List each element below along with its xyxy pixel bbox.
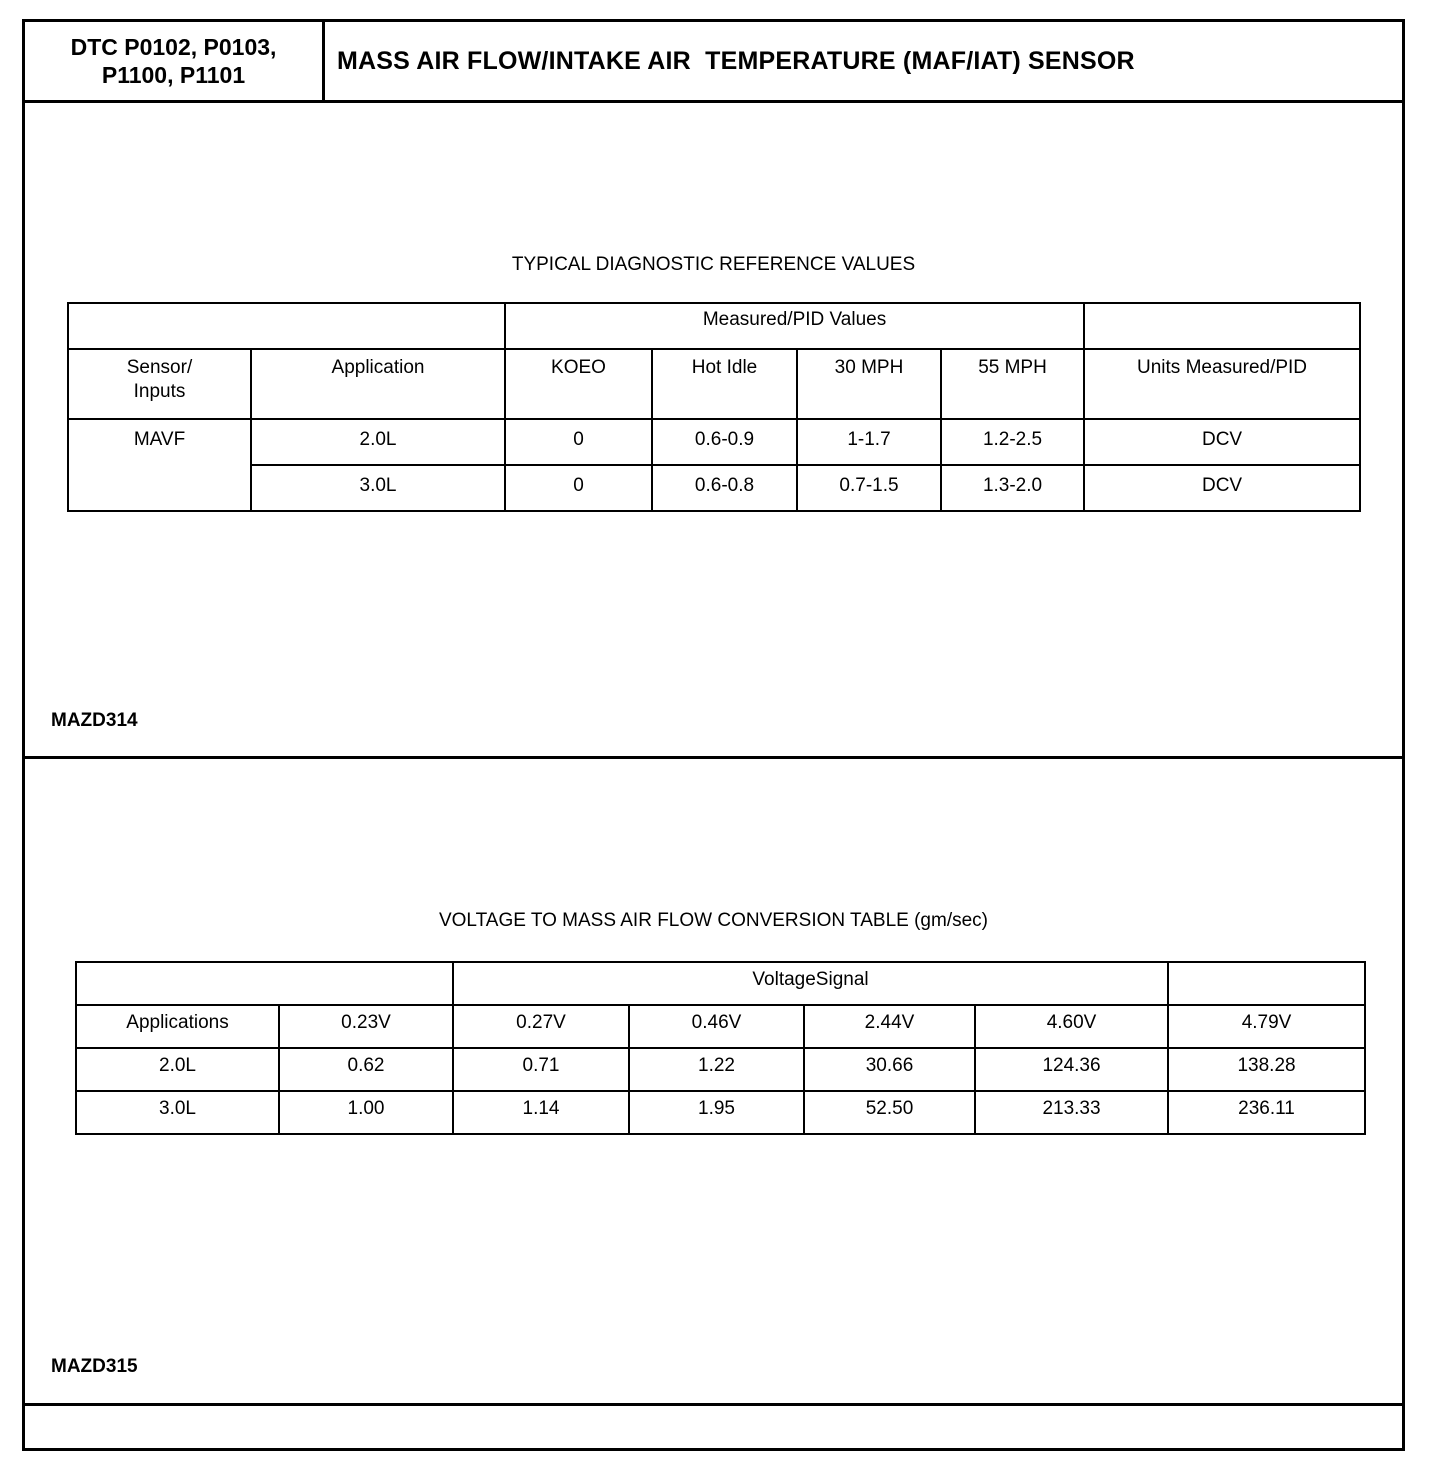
hot-idle-cell: 0.6-0.8 bbox=[652, 465, 797, 511]
koeo-cell: 0 bbox=[505, 419, 652, 465]
header-blank-cell bbox=[1168, 962, 1365, 1005]
value-cell: 1.14 bbox=[453, 1091, 629, 1134]
column-header-sensor: Sensor/ Inputs bbox=[68, 349, 251, 419]
30mph-cell: 0.7-1.5 bbox=[797, 465, 941, 511]
figure-id-mazd314: MAZD314 bbox=[51, 710, 138, 731]
value-cell: 1.00 bbox=[279, 1091, 453, 1134]
value-cell: 0.71 bbox=[453, 1048, 629, 1091]
header-blank-cell bbox=[76, 962, 453, 1005]
value-cell: 52.50 bbox=[804, 1091, 975, 1134]
table-header-row bbox=[68, 303, 1360, 349]
measured-values-group-header: Measured/PID Values bbox=[505, 303, 1084, 349]
reference-table-title: TYPICAL DIAGNOSTIC REFERENCE VALUES bbox=[511, 254, 916, 275]
column-header-voltage: 0.23V bbox=[279, 1005, 453, 1048]
table-header-row bbox=[68, 349, 1360, 419]
header-blank-cell bbox=[1084, 303, 1360, 349]
column-header-voltage: 4.79V bbox=[1168, 1005, 1365, 1048]
conversion-table-title: VOLTAGE TO MASS AIR FLOW CONVERSION TABLE (gm/sec) bbox=[438, 910, 988, 931]
figure-id-mazd315: MAZD315 bbox=[51, 1356, 138, 1377]
application-cell: 3.0L bbox=[76, 1091, 279, 1134]
application-cell: 3.0L bbox=[251, 465, 505, 511]
table-row bbox=[76, 1091, 1365, 1134]
value-cell: 236.11 bbox=[1168, 1091, 1365, 1134]
sensor-cell-empty bbox=[68, 465, 251, 511]
dtc-codes-line1: DTC P0102, P0103, bbox=[70, 34, 277, 60]
application-cell: 2.0L bbox=[251, 419, 505, 465]
page-header bbox=[25, 22, 1402, 103]
column-header-applications: Applications bbox=[76, 1005, 279, 1048]
value-cell: 124.36 bbox=[975, 1048, 1168, 1091]
column-header-units: Units Measured/PID bbox=[1084, 349, 1360, 419]
units-cell: DCV bbox=[1084, 419, 1360, 465]
sensor-cell: MAVF bbox=[68, 419, 251, 465]
table-header-row bbox=[76, 1005, 1365, 1048]
table-header-row bbox=[76, 962, 1365, 1005]
table-row bbox=[76, 1048, 1365, 1091]
koeo-cell: 0 bbox=[505, 465, 652, 511]
section-divider bbox=[25, 756, 1402, 759]
table-row bbox=[68, 465, 1360, 511]
value-cell: 1.95 bbox=[629, 1091, 804, 1134]
value-cell: 213.33 bbox=[975, 1091, 1168, 1134]
page-frame bbox=[22, 19, 1405, 1451]
column-header-application: Application bbox=[251, 349, 505, 419]
55mph-cell: 1.3-2.0 bbox=[941, 465, 1084, 511]
value-cell: 138.28 bbox=[1168, 1048, 1365, 1091]
column-header-voltage: 2.44V bbox=[804, 1005, 975, 1048]
column-header-koeo: KOEO bbox=[505, 349, 652, 419]
voltage-signal-group-header: VoltageSignal bbox=[453, 962, 1168, 1005]
column-header-hot-idle: Hot Idle bbox=[652, 349, 797, 419]
header-blank-cell bbox=[68, 303, 505, 349]
column-header-voltage: 4.60V bbox=[975, 1005, 1168, 1048]
value-cell: 1.22 bbox=[629, 1048, 804, 1091]
dtc-codes-line2: P1100, P1101 bbox=[101, 62, 246, 88]
column-header-55mph: 55 MPH bbox=[941, 349, 1084, 419]
hot-idle-cell: 0.6-0.9 bbox=[652, 419, 797, 465]
value-cell: 30.66 bbox=[804, 1048, 975, 1091]
column-header-voltage: 0.27V bbox=[453, 1005, 629, 1048]
dtc-codes bbox=[25, 22, 325, 100]
units-cell: DCV bbox=[1084, 465, 1360, 511]
footer-divider bbox=[25, 1403, 1402, 1406]
column-header-30mph: 30 MPH bbox=[797, 349, 941, 419]
column-header-voltage: 0.46V bbox=[629, 1005, 804, 1048]
reference-values-table bbox=[67, 302, 1361, 512]
table-row bbox=[68, 419, 1360, 465]
page-title: MASS AIR FLOW/INTAKE AIR TEMPERATURE (MAF/IAT) SENSOR bbox=[337, 46, 1135, 75]
application-cell: 2.0L bbox=[76, 1048, 279, 1091]
30mph-cell: 1-1.7 bbox=[797, 419, 941, 465]
value-cell: 0.62 bbox=[279, 1048, 453, 1091]
55mph-cell: 1.2-2.5 bbox=[941, 419, 1084, 465]
conversion-table bbox=[75, 961, 1366, 1135]
